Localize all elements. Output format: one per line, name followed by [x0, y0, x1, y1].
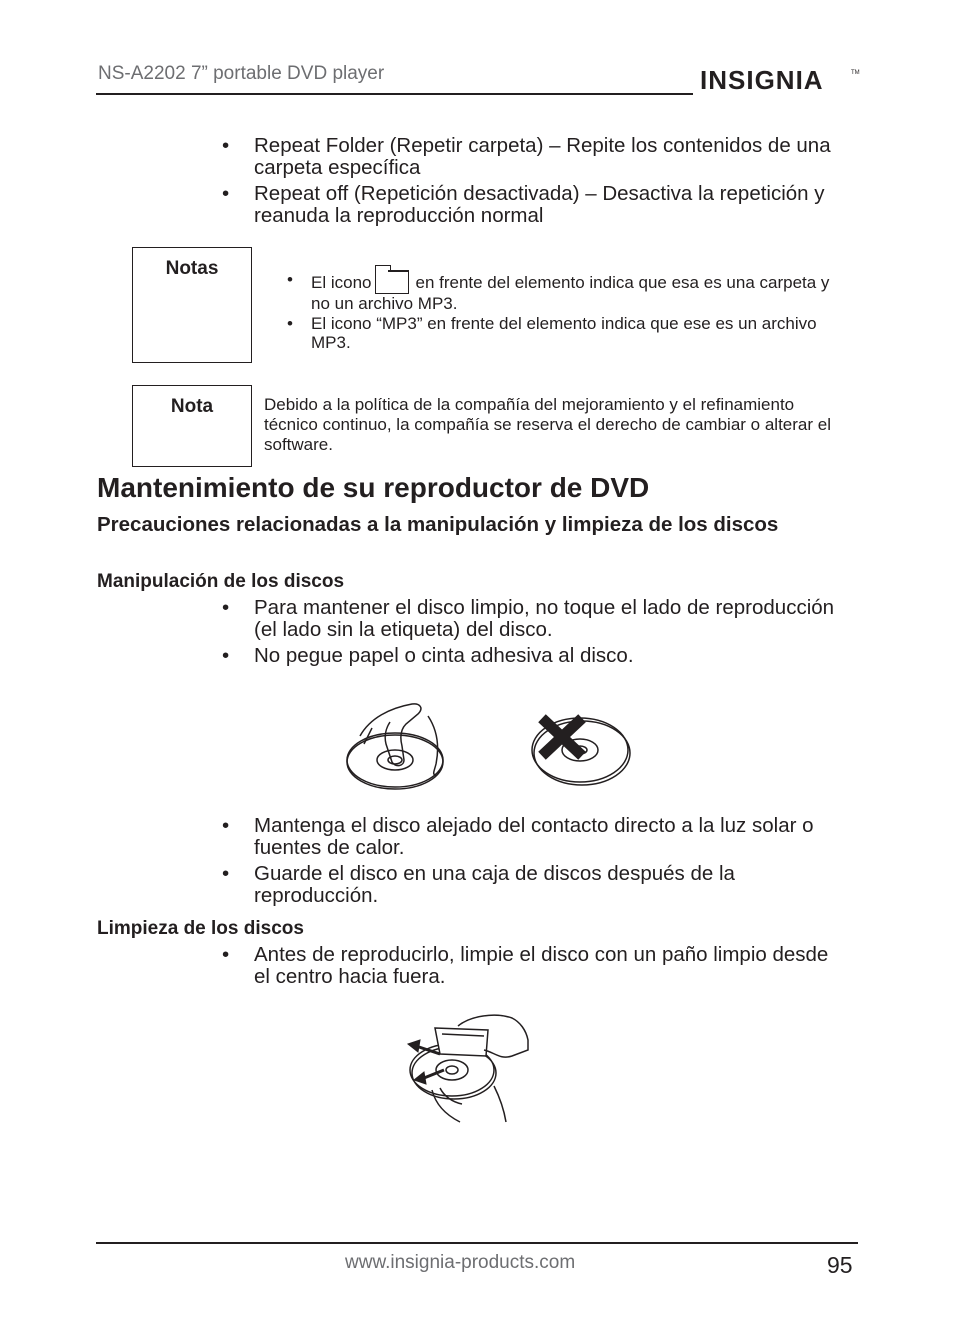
- list-item: • Antes de reproducirlo, limpie el disco con un paño limpio desde el centro hacia fuera.: [222, 944, 842, 988]
- notes-item1-after: en frente del elemento indica que esa es una carpeta y no un archivo MP3.: [311, 273, 830, 313]
- handling-list: [222, 597, 842, 671]
- notes-item1-before: El icono: [311, 273, 372, 292]
- note-text: Debido a la política de la compañía del mejoramiento y el refinamiento técnico continuo, la compañía se reserva el derecho de cambiar o alterar el software.: [264, 395, 831, 454]
- list-item: • Guarde el disco en una caja de discos después de la reproducción.: [222, 863, 862, 907]
- footer-rule: [96, 1242, 858, 1244]
- header-title: NS-A2202 7” portable DVD player: [98, 63, 385, 84]
- folder-icon: [375, 270, 409, 294]
- list-item: • Mantenga el disco alejado del contacto directo a la luz solar o fuentes de calor.: [222, 815, 862, 859]
- insignia-logo: [700, 58, 860, 107]
- svg-text:TM: TM: [851, 70, 860, 76]
- list-item: • El icono “MP3” en frente del elemento indica que ese es un archivo MP3.: [287, 314, 847, 353]
- note-label: Nota: [170, 396, 214, 417]
- repeat-options-list: [222, 135, 862, 231]
- handling-title: Manipulación de los discos: [97, 571, 345, 592]
- notes-label: Notas: [165, 258, 219, 279]
- section-subtitle: Precauciones relacionadas a la manipulación y limpieza de los discos: [97, 513, 779, 536]
- disc-handling-illustration: [340, 698, 640, 795]
- list-item: • No pegue papel o cinta adhesiva al disco.: [222, 645, 842, 667]
- cleaning-title: Limpieza de los discos: [97, 918, 304, 939]
- handling-list-2: [222, 815, 862, 911]
- note-label-box: [132, 385, 252, 467]
- page-number: 95: [827, 1252, 853, 1278]
- list-item: • Para mantener el disco limpio, no toque el lado de reproducción (el lado sin la etiqueta) del disco.: [222, 597, 842, 641]
- notes-list: [287, 270, 847, 353]
- footer-url[interactable]: www.insignia-products.com: [345, 1252, 576, 1273]
- list-item: [287, 270, 847, 314]
- notes-label-box: [132, 247, 252, 363]
- list-item: • Repeat off (Repetición desactivada) – Desactiva la repetición y reanuda la reproducción normal: [222, 183, 862, 227]
- svg-text:INSIGNIA: INSIGNIA: [700, 65, 824, 95]
- cleaning-list: [222, 944, 842, 992]
- section-title: Mantenimiento de su reproductor de DVD: [97, 472, 650, 503]
- correct-disc-icon: [347, 704, 443, 789]
- header-rule: [96, 93, 693, 95]
- list-item: • Repeat Folder (Repetir carpeta) – Repite los contenidos de una carpeta específica: [222, 135, 862, 179]
- disc-cleaning-illustration: [400, 1010, 535, 1130]
